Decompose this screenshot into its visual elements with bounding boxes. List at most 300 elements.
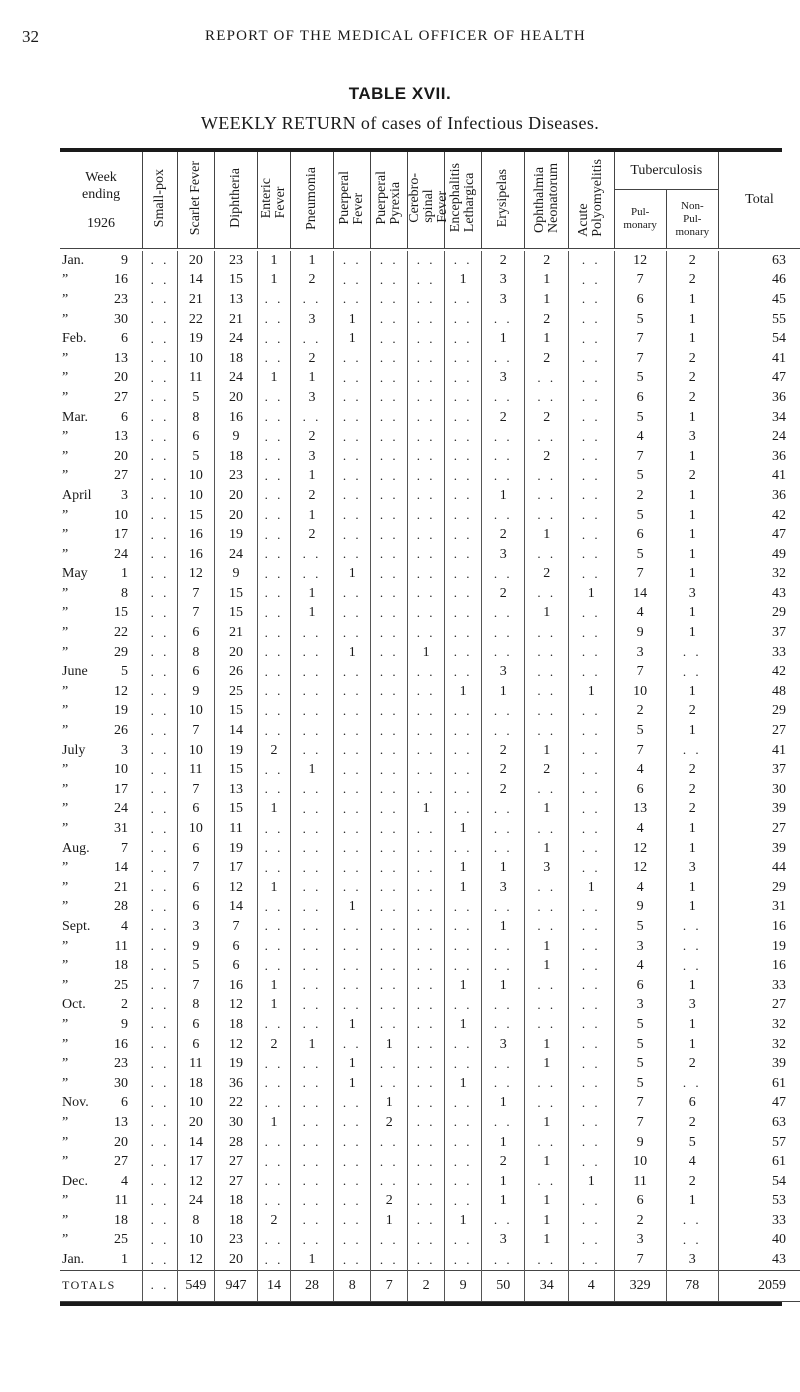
count-cell: 7 <box>177 780 214 800</box>
table-body <box>60 251 800 1301</box>
total-cell: 29 <box>772 703 786 719</box>
empty-cell: . . <box>290 1094 333 1114</box>
count-cell: 5 <box>666 1133 718 1153</box>
empty-cell: . . <box>258 584 291 604</box>
total-cell: 34 <box>772 409 786 425</box>
empty-cell: . . <box>482 467 525 487</box>
table-row <box>60 506 800 526</box>
count-cell: 1 <box>290 584 333 604</box>
count-cell: 7 <box>614 349 666 369</box>
count-cell: 7 <box>177 584 214 604</box>
total-cell: 40 <box>772 1232 786 1248</box>
empty-cell: . . <box>525 486 568 506</box>
count-cell: 12 <box>177 565 214 585</box>
count-cell: 10 <box>177 486 214 506</box>
empty-cell: . . <box>445 1054 482 1074</box>
count-cell: 6 <box>177 898 214 918</box>
count-cell: 1 <box>525 290 568 310</box>
empty-cell: . . <box>568 956 614 976</box>
col-header: Erysipelas <box>482 152 525 249</box>
table-row <box>60 271 800 291</box>
count-cell: 549 <box>177 1270 214 1301</box>
empty-cell: . . <box>143 271 178 291</box>
count-cell: 6 <box>214 956 257 976</box>
empty-cell: . . <box>445 349 482 369</box>
empty-cell: . . <box>371 858 408 878</box>
empty-cell: . . <box>408 388 445 408</box>
empty-cell: . . <box>371 251 408 271</box>
table-row <box>60 702 800 722</box>
count-cell: 1 <box>666 878 718 898</box>
empty-cell: . . <box>334 858 371 878</box>
count-cell: 2 <box>525 760 568 780</box>
count-cell: 3 <box>177 917 214 937</box>
count-cell: 1 <box>666 898 718 918</box>
empty-cell: . . <box>482 937 525 957</box>
empty-cell: . . <box>143 1015 178 1035</box>
empty-cell: . . <box>482 427 525 447</box>
empty-cell: . . <box>408 329 445 349</box>
count-cell: 1 <box>666 976 718 996</box>
count-cell: 11 <box>614 1172 666 1192</box>
empty-cell: . . <box>334 1094 371 1114</box>
count-cell: 1 <box>525 1192 568 1212</box>
totals-label: TOTALS <box>60 1270 143 1301</box>
total-cell: 24 <box>772 429 786 445</box>
empty-cell: . . <box>143 408 178 428</box>
empty-cell: . . <box>445 329 482 349</box>
empty-cell: . . <box>258 780 291 800</box>
count-cell: 9 <box>214 565 257 585</box>
total-cell: 49 <box>772 546 786 562</box>
count-cell: 2 <box>482 760 525 780</box>
empty-cell: . . <box>371 662 408 682</box>
count-cell: 14 <box>214 721 257 741</box>
count-cell: 9 <box>614 623 666 643</box>
empty-cell: . . <box>408 408 445 428</box>
empty-cell: . . <box>568 1113 614 1133</box>
count-cell: 28 <box>290 1270 333 1301</box>
count-cell: 12 <box>614 839 666 859</box>
empty-cell: . . <box>290 1231 333 1251</box>
count-cell: 1 <box>290 251 333 271</box>
empty-cell: . . <box>258 1192 291 1212</box>
empty-cell: . . <box>143 1054 178 1074</box>
empty-cell: . . <box>482 956 525 976</box>
table-row <box>60 819 800 839</box>
count-cell: 2 <box>666 349 718 369</box>
empty-cell: . . <box>568 1133 614 1153</box>
empty-cell: . . <box>525 662 568 682</box>
count-cell: 6 <box>614 1192 666 1212</box>
count-cell: 8 <box>177 408 214 428</box>
empty-cell: . . <box>525 643 568 663</box>
count-cell: 1 <box>525 839 568 859</box>
empty-cell: . . <box>408 878 445 898</box>
empty-cell: . . <box>445 623 482 643</box>
empty-cell: . . <box>482 721 525 741</box>
empty-cell: . . <box>525 623 568 643</box>
count-cell: 3 <box>666 1250 718 1270</box>
count-cell: 11 <box>177 760 214 780</box>
count-cell: 1 <box>666 604 718 624</box>
count-cell: 12 <box>214 878 257 898</box>
empty-cell: . . <box>290 1074 333 1094</box>
count-cell: 10 <box>177 349 214 369</box>
count-cell: 7 <box>614 662 666 682</box>
empty-cell: . . <box>408 956 445 976</box>
empty-cell: . . <box>143 427 178 447</box>
count-cell: 12 <box>177 1172 214 1192</box>
total-cell: 33 <box>772 1212 786 1228</box>
empty-cell: . . <box>371 800 408 820</box>
count-cell: 9 <box>614 898 666 918</box>
empty-cell: . . <box>143 1094 178 1114</box>
week-cell: Aug. 7 <box>60 839 143 859</box>
count-cell: 1 <box>334 898 371 918</box>
empty-cell: . . <box>143 1192 178 1212</box>
count-cell: 7 <box>177 976 214 996</box>
table-row <box>60 1192 800 1212</box>
count-cell: 1 <box>525 525 568 545</box>
table-row <box>60 1133 800 1153</box>
empty-cell: . . <box>568 760 614 780</box>
empty-cell: . . <box>408 427 445 447</box>
count-cell: 2 <box>482 741 525 761</box>
total-cell: 48 <box>772 683 786 699</box>
week-cell: ” 27 <box>60 1152 143 1172</box>
total-cell: 37 <box>772 625 786 641</box>
count-cell: 1 <box>666 839 718 859</box>
empty-cell: . . <box>371 349 408 369</box>
empty-cell: . . <box>525 780 568 800</box>
count-cell: 20 <box>214 506 257 526</box>
weekly-return-table <box>60 152 800 1302</box>
empty-cell: . . <box>525 388 568 408</box>
week-cell: April 3 <box>60 486 143 506</box>
count-cell: 1 <box>666 545 718 565</box>
week-cell: ” 20 <box>60 447 143 467</box>
empty-cell: . . <box>666 937 718 957</box>
table-row <box>60 604 800 624</box>
empty-cell: . . <box>258 388 291 408</box>
count-cell: 5 <box>614 506 666 526</box>
total-cell: 27 <box>772 997 786 1013</box>
count-cell: 1 <box>258 369 291 389</box>
empty-cell: . . <box>525 1094 568 1114</box>
empty-cell: . . <box>482 604 525 624</box>
empty-cell: . . <box>568 819 614 839</box>
header-row <box>60 152 800 190</box>
table-row <box>60 937 800 957</box>
count-cell: 1 <box>666 506 718 526</box>
count-cell: 10 <box>177 741 214 761</box>
table-row <box>60 1054 800 1074</box>
count-cell: 3 <box>482 878 525 898</box>
count-cell: 1 <box>525 1211 568 1231</box>
empty-cell: . . <box>568 565 614 585</box>
empty-cell: . . <box>568 858 614 878</box>
empty-cell: . . <box>525 545 568 565</box>
empty-cell: . . <box>371 447 408 467</box>
table-row <box>60 741 800 761</box>
empty-cell: . . <box>334 1113 371 1133</box>
empty-cell: . . <box>334 702 371 722</box>
empty-cell: . . <box>445 408 482 428</box>
empty-cell: . . <box>482 447 525 467</box>
empty-cell: . . <box>408 702 445 722</box>
count-cell: 14 <box>177 271 214 291</box>
empty-cell: . . <box>445 917 482 937</box>
empty-cell: . . <box>445 780 482 800</box>
table-row <box>60 858 800 878</box>
empty-cell: . . <box>568 721 614 741</box>
count-cell: 7 <box>614 1250 666 1270</box>
total-cell: 42 <box>772 507 786 523</box>
empty-cell: . . <box>143 1250 178 1270</box>
empty-cell: . . <box>143 760 178 780</box>
empty-cell: . . <box>371 937 408 957</box>
count-cell: 1 <box>371 1211 408 1231</box>
empty-cell: . . <box>290 662 333 682</box>
empty-cell: . . <box>445 1035 482 1055</box>
empty-cell: . . <box>290 408 333 428</box>
table-row <box>60 467 800 487</box>
empty-cell: . . <box>408 996 445 1016</box>
table-row <box>60 1035 800 1055</box>
week-cell: ” 10 <box>60 506 143 526</box>
empty-cell: . . <box>568 1015 614 1035</box>
tb-non-pulmonary-header: Non- Pul- monary <box>666 190 718 249</box>
empty-cell: . . <box>258 1094 291 1114</box>
count-cell: 5 <box>614 1035 666 1055</box>
count-cell: 2 <box>525 447 568 467</box>
count-cell: 2 <box>666 1172 718 1192</box>
empty-cell: . . <box>482 1113 525 1133</box>
empty-cell: . . <box>143 447 178 467</box>
empty-cell: . . <box>143 584 178 604</box>
empty-cell: . . <box>408 1094 445 1114</box>
empty-cell: . . <box>482 702 525 722</box>
count-cell: 2 <box>482 780 525 800</box>
empty-cell: . . <box>371 486 408 506</box>
empty-cell: . . <box>445 369 482 389</box>
empty-cell: . . <box>371 702 408 722</box>
count-cell: 24 <box>177 1192 214 1212</box>
total-cell: 41 <box>772 468 786 484</box>
empty-cell: . . <box>568 996 614 1016</box>
week-cell: ” 24 <box>60 545 143 565</box>
week-cell: ” 9 <box>60 1015 143 1035</box>
total-cell: 47 <box>772 527 786 543</box>
empty-cell: . . <box>482 800 525 820</box>
table-row <box>60 721 800 741</box>
empty-cell: . . <box>371 819 408 839</box>
count-cell: 1 <box>482 858 525 878</box>
empty-cell: . . <box>334 780 371 800</box>
count-cell: 9 <box>177 937 214 957</box>
table-row <box>60 525 800 545</box>
empty-cell: . . <box>334 1172 371 1192</box>
count-cell: 1 <box>445 1211 482 1231</box>
count-cell: 5 <box>614 1054 666 1074</box>
empty-cell: . . <box>525 996 568 1016</box>
table-row <box>60 427 800 447</box>
count-cell: 23 <box>214 251 257 271</box>
empty-cell: . . <box>408 486 445 506</box>
empty-cell: . . <box>334 760 371 780</box>
weekly-return-table-wrap <box>60 148 800 1306</box>
empty-cell: . . <box>568 486 614 506</box>
total-cell: 36 <box>772 487 786 503</box>
table-row <box>60 917 800 937</box>
col-header: Ophthalmia Neonatorum <box>525 152 568 249</box>
empty-cell: . . <box>408 1015 445 1035</box>
empty-cell: . . <box>258 937 291 957</box>
count-cell: 6 <box>177 1035 214 1055</box>
empty-cell: . . <box>408 976 445 996</box>
count-cell: 1 <box>445 878 482 898</box>
count-cell: 1 <box>666 1192 718 1212</box>
count-cell: 14 <box>177 1133 214 1153</box>
count-cell: 1 <box>290 506 333 526</box>
count-cell: 1 <box>290 1250 333 1270</box>
empty-cell: . . <box>525 917 568 937</box>
empty-cell: . . <box>445 741 482 761</box>
count-cell: 3 <box>482 369 525 389</box>
empty-cell: . . <box>143 349 178 369</box>
empty-cell: . . <box>482 1211 525 1231</box>
count-cell: 7 <box>614 741 666 761</box>
empty-cell: . . <box>143 1152 178 1172</box>
empty-cell: . . <box>445 996 482 1016</box>
week-cell: ” 22 <box>60 623 143 643</box>
count-cell: 3 <box>290 388 333 408</box>
empty-cell: . . <box>371 643 408 663</box>
count-cell: 1 <box>445 682 482 702</box>
count-cell: 1 <box>525 1054 568 1074</box>
count-cell: 7 <box>214 917 257 937</box>
empty-cell: . . <box>143 1211 178 1231</box>
empty-cell: . . <box>666 643 718 663</box>
empty-cell: . . <box>408 1035 445 1055</box>
empty-cell: . . <box>371 682 408 702</box>
total-cell: 44 <box>772 860 786 876</box>
count-cell: 4 <box>614 427 666 447</box>
total-cell: 61 <box>772 1075 786 1091</box>
count-cell: 4 <box>666 1152 718 1172</box>
count-cell: 7 <box>614 565 666 585</box>
count-cell: 1 <box>525 604 568 624</box>
count-cell: 1 <box>525 1231 568 1251</box>
table-row <box>60 839 800 859</box>
week-cell: Feb. 6 <box>60 329 143 349</box>
empty-cell: . . <box>371 1074 408 1094</box>
count-cell: 3 <box>482 1231 525 1251</box>
total-cell: 32 <box>772 1016 786 1032</box>
table-row <box>60 878 800 898</box>
table-row <box>60 1074 800 1094</box>
count-cell: 1 <box>258 800 291 820</box>
count-cell: 7 <box>614 1113 666 1133</box>
count-cell: 6 <box>614 525 666 545</box>
week-cell: Sept. 4 <box>60 917 143 937</box>
col-header: Diphtheria <box>214 152 257 249</box>
count-cell: 20 <box>214 388 257 408</box>
empty-cell: . . <box>258 702 291 722</box>
empty-cell: . . <box>143 369 178 389</box>
empty-cell: . . <box>143 976 178 996</box>
empty-cell: . . <box>334 937 371 957</box>
empty-cell: . . <box>258 545 291 565</box>
count-cell: 5 <box>614 369 666 389</box>
empty-cell: . . <box>290 1172 333 1192</box>
empty-cell: . . <box>258 858 291 878</box>
empty-cell: . . <box>143 1074 178 1094</box>
count-cell: 8 <box>177 1211 214 1231</box>
count-cell: 23 <box>214 1231 257 1251</box>
empty-cell: . . <box>371 1172 408 1192</box>
count-cell: 19 <box>177 329 214 349</box>
count-cell: 1 <box>666 486 718 506</box>
empty-cell: . . <box>143 741 178 761</box>
empty-cell: . . <box>568 1054 614 1074</box>
week-cell: ” 30 <box>60 310 143 330</box>
count-cell: 2 <box>666 369 718 389</box>
empty-cell: . . <box>408 467 445 487</box>
total-cell: 46 <box>772 272 786 288</box>
count-cell: 12 <box>177 1250 214 1270</box>
empty-cell: . . <box>290 937 333 957</box>
empty-cell: . . <box>445 721 482 741</box>
total-cell: 42 <box>772 664 786 680</box>
week-cell: June 5 <box>60 662 143 682</box>
empty-cell: . . <box>143 702 178 722</box>
empty-cell: . . <box>290 682 333 702</box>
empty-cell: . . <box>525 819 568 839</box>
empty-cell: . . <box>258 760 291 780</box>
total-cell: 41 <box>772 350 786 366</box>
count-cell: 10 <box>177 1231 214 1251</box>
empty-cell: . . <box>371 290 408 310</box>
count-cell: 1 <box>482 1172 525 1192</box>
empty-cell: . . <box>482 898 525 918</box>
col-header: Small-pox <box>143 152 178 249</box>
empty-cell: . . <box>408 1152 445 1172</box>
count-cell: 1 <box>334 1054 371 1074</box>
count-cell: 18 <box>214 447 257 467</box>
total-cell: 37 <box>772 762 786 778</box>
empty-cell: . . <box>482 565 525 585</box>
week-cell: ” 23 <box>60 1054 143 1074</box>
col-header: Cerebro- spinal Fever <box>408 152 445 249</box>
count-cell: 2 <box>525 310 568 330</box>
empty-cell: . . <box>482 1054 525 1074</box>
count-cell: 14 <box>258 1270 291 1301</box>
empty-cell: . . <box>568 349 614 369</box>
empty-cell: . . <box>258 408 291 428</box>
empty-cell: . . <box>143 917 178 937</box>
empty-cell: . . <box>290 839 333 859</box>
empty-cell: . . <box>290 1211 333 1231</box>
empty-cell: . . <box>525 369 568 389</box>
count-cell: 2 <box>482 1152 525 1172</box>
empty-cell: . . <box>258 447 291 467</box>
count-cell: 1 <box>258 996 291 1016</box>
count-cell: 1 <box>666 565 718 585</box>
count-cell: 15 <box>214 584 257 604</box>
count-cell: 6 <box>177 623 214 643</box>
